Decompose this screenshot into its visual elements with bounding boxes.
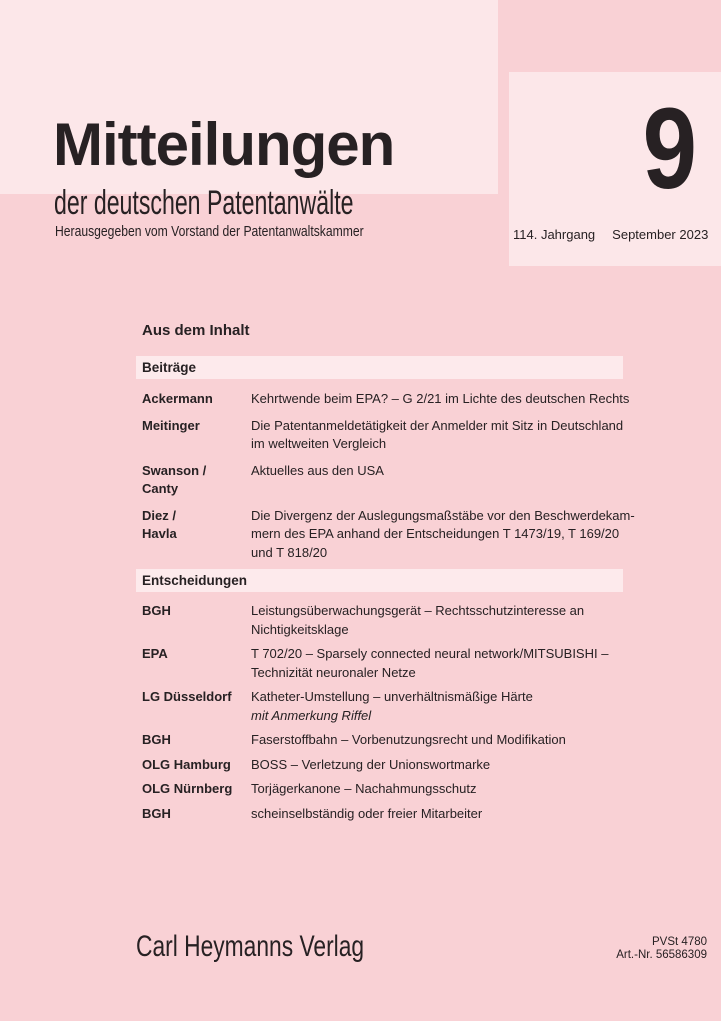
toc-entry bbox=[142, 390, 721, 409]
toc-entry bbox=[142, 645, 721, 682]
toc-description-line: Faserstoffbahn – Vorbenutzungsrecht und Modifikation bbox=[251, 732, 566, 747]
toc-author-line: OLG Hamburg bbox=[142, 756, 231, 772]
toc-entry-description bbox=[251, 390, 629, 409]
toc-author-line: Canty bbox=[142, 481, 179, 496]
toc-description-line: Die Patentanmeldetätigkeit der Anmelder mit Sitz in Deutschland bbox=[251, 417, 624, 433]
toc-entry-author bbox=[142, 780, 251, 799]
toc-author-line: OLG Nürnberg bbox=[142, 781, 233, 796]
toc-author-line: BGH bbox=[142, 732, 171, 747]
toc-description-line: Torjägerkanone – Nachahmungsschutz bbox=[251, 781, 477, 796]
toc-entry-author bbox=[142, 731, 251, 750]
imprint-block bbox=[616, 936, 707, 962]
toc-description-line: und T 818/20 bbox=[251, 544, 328, 560]
toc-entry-description bbox=[251, 731, 566, 750]
toc-author-line: BGH bbox=[142, 603, 171, 618]
toc-entry-author bbox=[142, 602, 251, 621]
toc-description-line: Leistungsüberwachungsgerät – Rechtsschutzinteresse an bbox=[251, 603, 585, 618]
toc-entry-author bbox=[142, 507, 251, 544]
toc-description-line: mern des EPA anhand der Entscheidungen T 1473/19, T 169/20 bbox=[251, 526, 620, 541]
toc-entry-description bbox=[251, 780, 476, 799]
toc-entry-description bbox=[251, 688, 533, 725]
toc-entry-description bbox=[251, 602, 584, 639]
toc-entry-author bbox=[142, 688, 251, 707]
toc-author-line: LG Düsseldorf bbox=[142, 689, 232, 704]
toc-entry-description bbox=[251, 756, 490, 775]
toc-description-line: im weltweiten Vergleich bbox=[251, 436, 387, 451]
toc-entry bbox=[142, 462, 721, 499]
issue-info bbox=[513, 227, 708, 243]
toc-author-line: Diez / bbox=[142, 507, 176, 523]
toc-entry-author bbox=[142, 417, 251, 436]
toc-description-line: mit Anmerkung Riffel bbox=[251, 707, 372, 723]
toc-author-line: Ackermann bbox=[142, 391, 213, 406]
section-label: Beiträge bbox=[142, 360, 197, 375]
toc-author-line: Havla bbox=[142, 526, 177, 541]
toc-entry-description bbox=[251, 462, 384, 481]
toc-entry-description bbox=[251, 417, 623, 454]
toc-description-line: Aktuelles aus den USA bbox=[251, 462, 384, 478]
article-number: Art.-Nr. 56586309 bbox=[616, 949, 707, 961]
issue-number: 9 bbox=[642, 85, 697, 213]
toc-section-entscheidungen-rows bbox=[142, 602, 721, 829]
postal-id: PVSt 4780 bbox=[652, 936, 707, 948]
toc-entry-author bbox=[142, 645, 251, 664]
publisher-line: Herausgegeben vom Vorstand der Patentanwaltskammer bbox=[55, 223, 364, 240]
toc-description-line: Nichtigkeitsklage bbox=[251, 621, 349, 637]
journal-subtitle: der deutschen Patentanwälte bbox=[54, 184, 354, 222]
toc-description-line: BOSS – Verletzung der Unionswortmarke bbox=[251, 756, 491, 772]
toc-entry-author bbox=[142, 756, 251, 775]
toc-author-line: BGH bbox=[142, 805, 171, 821]
toc-description-line: scheinselbständig oder freier Mitarbeiter bbox=[251, 805, 483, 821]
toc-entry bbox=[142, 756, 721, 775]
toc-entry bbox=[142, 731, 721, 750]
toc-entry bbox=[142, 507, 721, 563]
volume-label: 114. Jahrgang bbox=[513, 227, 596, 242]
toc-entry bbox=[142, 780, 721, 799]
footer-publisher: Carl Heymanns Verlag bbox=[136, 930, 365, 963]
section-label: Entscheidungen bbox=[142, 573, 248, 588]
toc-entry-description bbox=[251, 805, 482, 824]
toc-description-line: Die Divergenz der Auslegungsmaßstäbe vor den Beschwerdekam- bbox=[251, 507, 635, 523]
toc-author-line: EPA bbox=[142, 646, 168, 661]
toc-heading: Aus dem Inhalt bbox=[142, 322, 250, 339]
toc-author-line: Swanson / bbox=[142, 462, 207, 478]
toc-entry-description bbox=[251, 645, 608, 682]
issue-date: September 2023 bbox=[612, 227, 709, 242]
toc-entry-description bbox=[251, 507, 635, 563]
toc-entry-author bbox=[142, 462, 251, 499]
toc-entry bbox=[142, 417, 721, 454]
toc-description-line: T 702/20 – Sparsely connected neural network/MITSUBISHI – bbox=[251, 646, 609, 661]
toc-entry-author bbox=[142, 390, 251, 409]
journal-title: Mitteilungen bbox=[53, 111, 395, 178]
toc-description-line: Katheter-Umstellung – unverhältnismäßige Härte bbox=[251, 689, 533, 704]
toc-description-line: Technizität neuronaler Netze bbox=[251, 664, 416, 680]
toc-description-line: Kehrtwende beim EPA? – G 2/21 im Lichte des deutschen Rechts bbox=[251, 391, 630, 406]
section-strip-beitraege bbox=[136, 356, 623, 379]
toc-section-beitraege-rows bbox=[142, 390, 721, 570]
toc-entry bbox=[142, 602, 721, 639]
toc-entry bbox=[142, 688, 721, 725]
toc-author-line: Meitinger bbox=[142, 417, 200, 433]
section-strip-entscheidungen bbox=[136, 569, 623, 592]
toc-entry bbox=[142, 805, 721, 824]
toc-entry-author bbox=[142, 805, 251, 824]
